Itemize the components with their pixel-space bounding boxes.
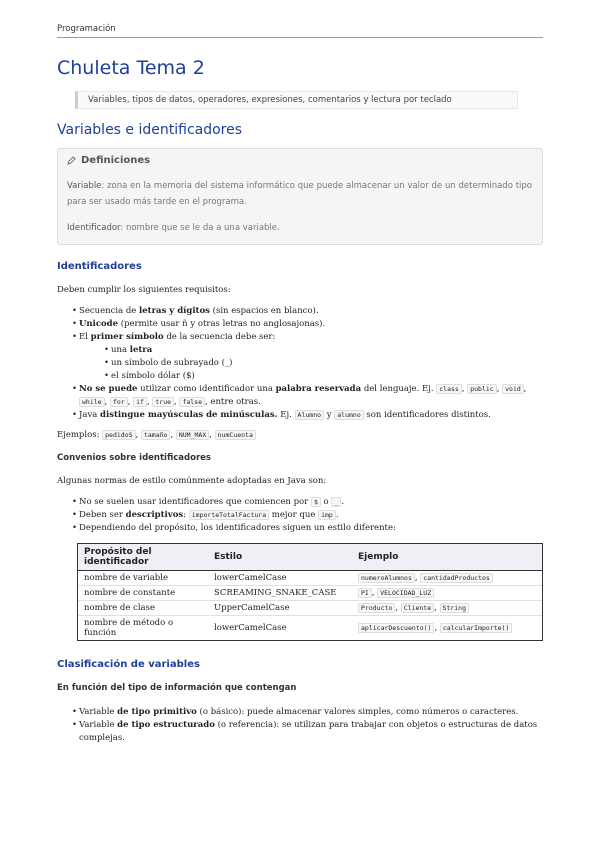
example-code: pedidoS [102,430,135,440]
convenios-list [57,496,543,535]
list-item: • No se puede utilizar como identificador una palabra reservada del lenguaje. Ej. class , public , void , while , for , if , true , false , entre otras. [79,383,543,409]
document-page [57,24,543,753]
example-code: String [440,603,469,613]
reserved-word-code: for [110,397,128,407]
clasificacion-list [57,706,543,745]
purpose-cell: nombre de método o función [78,616,209,641]
running-header: Programación [57,24,543,38]
example-code: Producto [358,603,395,613]
example-cell: PI , VELOCIDAD_LUZ [352,586,543,601]
section-heading-variables: Variables e identificadores [57,122,243,138]
example-code: NUM_MAX [176,430,209,440]
code-alumno-upper: Alumno [295,410,324,420]
example-code: aplicarDescuento() [358,623,434,633]
list-item: • Deben ser descriptivos: importeTotalFactura mejor que imp . [79,509,543,522]
list-item: • El primer símbolo de la secuencia debe ser: • una letra • un símbolo de subrayado (_) • el símbolo dólar ($) [79,331,543,383]
list-item: • Dependiendo del propósito, los identificadores siguen un estilo diferente: [79,522,543,535]
table-row [78,616,543,641]
list-item: • el símbolo dólar ($) [111,370,543,383]
style-cell: UpperCamelCase [208,601,352,616]
definitions-box [57,148,543,245]
table-header-cell: Ejemplo [352,544,543,571]
primer-simbolo-list [79,344,543,383]
reserved-word-code: class [436,384,462,394]
reserved-word-code: public [467,384,496,394]
example-code: Cliente [401,603,434,613]
purpose-cell: nombre de clase [78,601,209,616]
reserved-word-code: false [179,397,205,407]
requisitos-list [57,305,543,422]
example-code: VELOCIDAD_LUZ [377,588,434,598]
table-header-cell: Propósito del identificador [78,544,209,571]
list-item: • Variable de tipo estructurado (o referencia): se utilizan para trabajar con objetos o estructuras de datos complejas. [79,719,543,745]
style-cell: lowerCamelCase [208,616,352,641]
example-cell: Producto , Cliente , String [352,601,543,616]
example-code: tamaño [141,430,170,440]
page-subtitle: Variables, tipos de datos, operadores, expresiones, comentarios y lectura por teclado [75,91,518,109]
examples-codes: pedidoS , tamaño , NUM_MAX , numCuenta [102,430,256,440]
reserved-word-code: void [502,384,524,394]
list-item: • Variable de tipo primitivo (o básico): puede almacenar valores simples, como números o caracteres. [79,706,543,719]
style-cell: SCREAMING_SNAKE_CASE [208,586,352,601]
heading-clasificacion: Clasificación de variables [57,659,200,670]
heading-convenios: Convenios sobre identificadores [57,453,211,463]
list-item: • Unicode (permite usar ñ y otras letras no anglosajonas). [79,318,543,331]
list-item: • una letra [111,344,543,357]
purpose-cell: nombre de variable [78,571,209,586]
identificadores-intro: Deben cumplir los siguientes requisitos: [57,285,231,295]
estilos-table [77,543,543,641]
table-row [78,586,543,601]
example-cell: numeroAlumnos , cantidadProductos [352,571,543,586]
convenios-intro: Algunas normas de estilo comúnmente adoptadas en Java son: [57,476,327,486]
code-alumno-lower: alumno [334,410,363,420]
list-item: • Java distingue mayúsculas de minúsculas. Ej. Alumno y alumno son identificadores distintos. [79,409,543,422]
reserved-words: class , public , void , while , for , if , true , false [79,384,526,407]
definition-identificador: Identificador: nombre que se le da a una variable. [67,223,280,233]
heading-identificadores: Identificadores [57,261,142,272]
example-code: numeroAlumnos [358,573,415,583]
table-header-cell: Estilo [208,544,352,571]
page-title: Chuleta Tema 2 [57,57,205,79]
purpose-cell: nombre de constante [78,586,209,601]
pencil-icon [67,156,76,165]
reserved-word-code: if [133,397,147,407]
example-code: calcularImporte() [440,623,513,633]
table-row [78,571,543,586]
list-item: • No se suelen usar identificadores que comiencen por $ o _ . [79,496,543,509]
reserved-word-code: while [79,397,105,407]
ejemplos-line: Ejemplos: pedidoS , tamaño , NUM_MAX , numCuenta [57,430,543,440]
example-cell: aplicarDescuento() , calcularImporte() [352,616,543,641]
reserved-word-code: true [152,397,174,407]
style-cell: lowerCamelCase [208,571,352,586]
definitions-title [67,155,532,166]
example-code: PI [358,588,372,598]
example-code: cantidadProductos [420,573,493,583]
definitions-title-text: Definiciones [81,155,151,166]
table-row [78,601,543,616]
list-item: • Secuencia de letras y dígitos (sin espacios en blanco). [79,305,543,318]
example-code: numCuenta [215,430,256,440]
list-item: • un símbolo de subrayado (_) [111,357,543,370]
heading-funcion-tipo: En función del tipo de información que contengan [57,683,297,693]
definition-variable: Variable: zona en la memoria del sistema informático que puede almacenar un valor de un determinado tipo para ser usado más tarde en el programa. [67,181,532,207]
